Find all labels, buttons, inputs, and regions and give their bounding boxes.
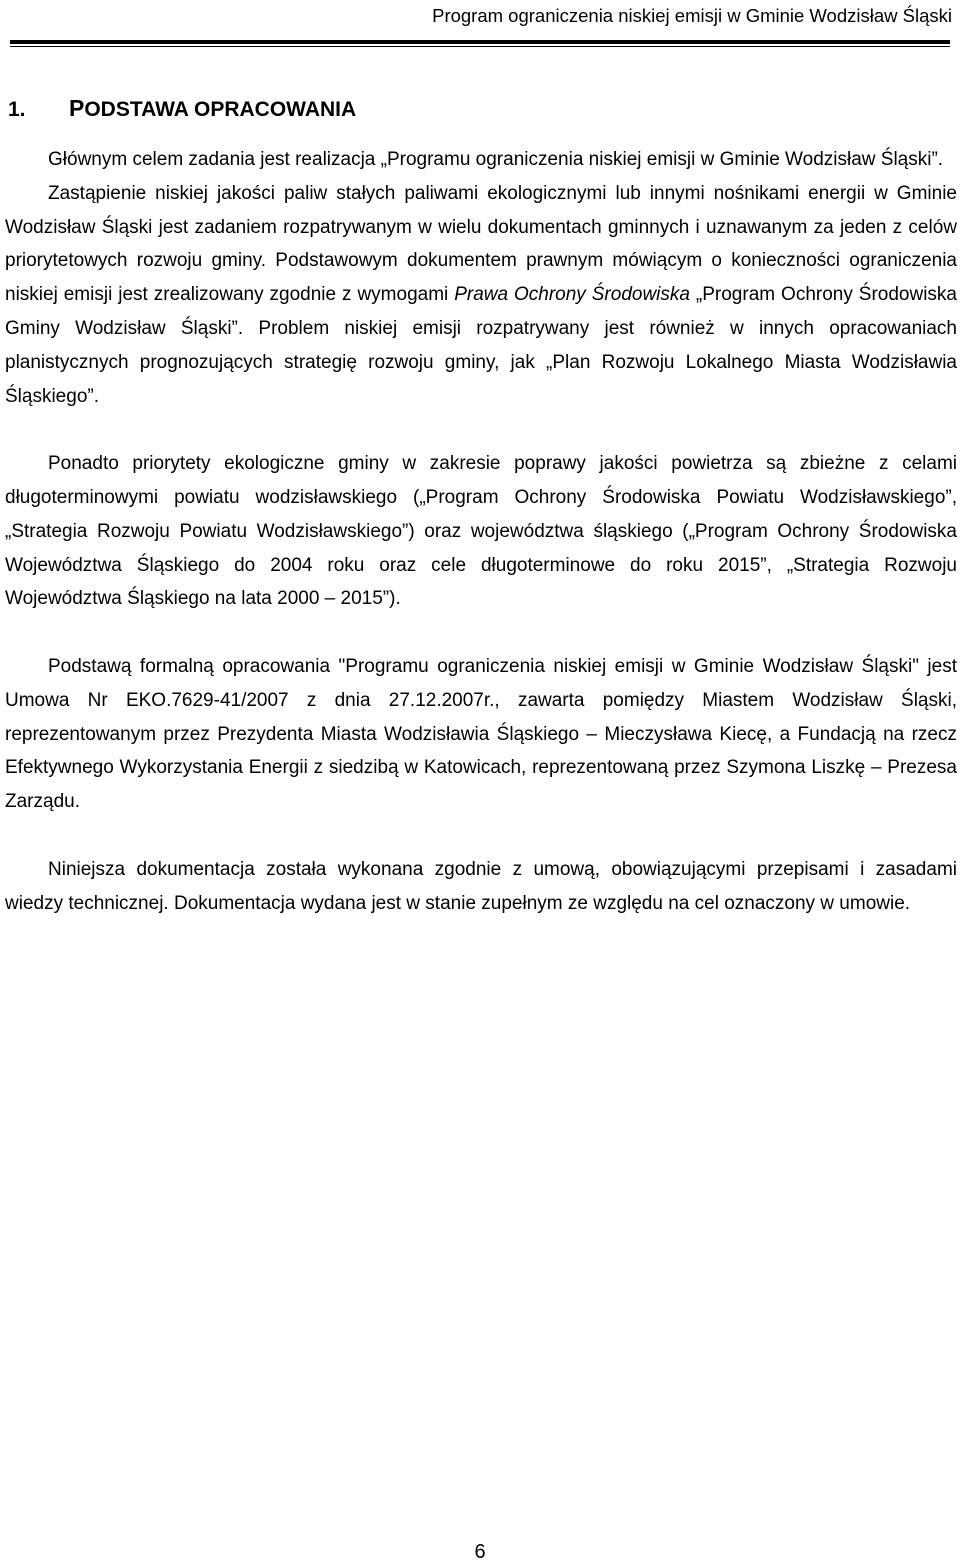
document-body — [5, 143, 957, 920]
paragraph-replacement-italic: Prawa Ochrony Środowiska — [454, 284, 690, 306]
running-header — [0, 0, 960, 28]
paragraph-formal-basis: Podstawą formalną opracowania "Programu ograniczenia niskiej emisji w Gminie Wodzisław Śląski" jest Umowa Nr EKO.7629-41/2007 z dnia 27.12.2007r., zawarta pomiędzy Miastem Wodzisław Śląski, reprezentowanym przez Prezydenta Miasta Wodzisławia Śląskiego – Mieczysława Kiecę, a Fundacją na rzecz Efektywnego Wykorzystania Energii z siedzibą w Katowicach, reprezentowaną przez Szymona Liszkę – Prezesa Zarządu. — [5, 655, 957, 813]
section-title-rest: ODSTAWA OPRACOWANIA — [84, 98, 357, 121]
header-double-rule — [10, 40, 950, 44]
paragraph-compliance: Niniejsza dokumentacja została wykonana zgodnie z umową, obowiązującymi przepisami i zasadami wiedzy technicznej. Dokumentacja wydana jest w stanie zupełnym ze względu na cel oznaczony w umowie. — [5, 858, 957, 914]
section-number: 1. — [8, 98, 26, 121]
paragraph-replacement-part-1: Zastąpienie niskiej jakości paliw stałych paliwami ekologicznymi lub innymi nośnikami energii w Gminie Wodzisław Śląski jest zadaniem rozpatrywanym w wielu dokumentach gminnych i uznawanym za jeden z celów priorytetowych rozwoju gminy. Podstawowym dokumentem prawnym mówiącym o konieczności ograniczenia niskiej emisji jest zrealizowany zgodnie z wymogami — [5, 182, 957, 306]
page-number: 6 — [474, 1541, 486, 1563]
section-title-initial: P — [69, 95, 85, 121]
paragraph-priorities: Ponadto priorytety ekologiczne gminy w zakresie poprawy jakości powietrza są zbieżne z celami długoterminowymi powiatu wodzisławskiego („Program Ochrony Środowiska Powiatu Wodzisławskiego”, „Strategia Rozwoju Powiatu Wodzisławskiego”) oraz województwa śląskiego („Program Ochrony Środowiska Województwa Śląskiego do 2004 roku oraz cele długoterminowe do roku 2015”, „Strategia Rozwoju Województwa Śląskiego na lata 2000 – 2015”). — [5, 453, 957, 610]
running-header-title: Program ograniczenia niskiej emisji w Gminie Wodzisław Śląski — [432, 5, 952, 26]
paragraph-replacement — [5, 177, 957, 414]
paragraph-replacement-part-2: „Program Ochrony Środowiska Gminy Wodzisław Śląski”. Problem niskiej emisji rozpatrywany jest również w innych opracowaniach planistycznych prognozujących strategię rozwoju gminy, jak „Plan Rozwoju Lokalnego Miasta Wodzisławia Śląskiego”. — [5, 284, 957, 407]
paragraph-purpose: Głównym celem zadania jest realizacja „Programu ograniczenia niskiej emisji w Gminie Wodzisław Śląski”. — [48, 149, 944, 170]
section-heading — [8, 90, 356, 128]
